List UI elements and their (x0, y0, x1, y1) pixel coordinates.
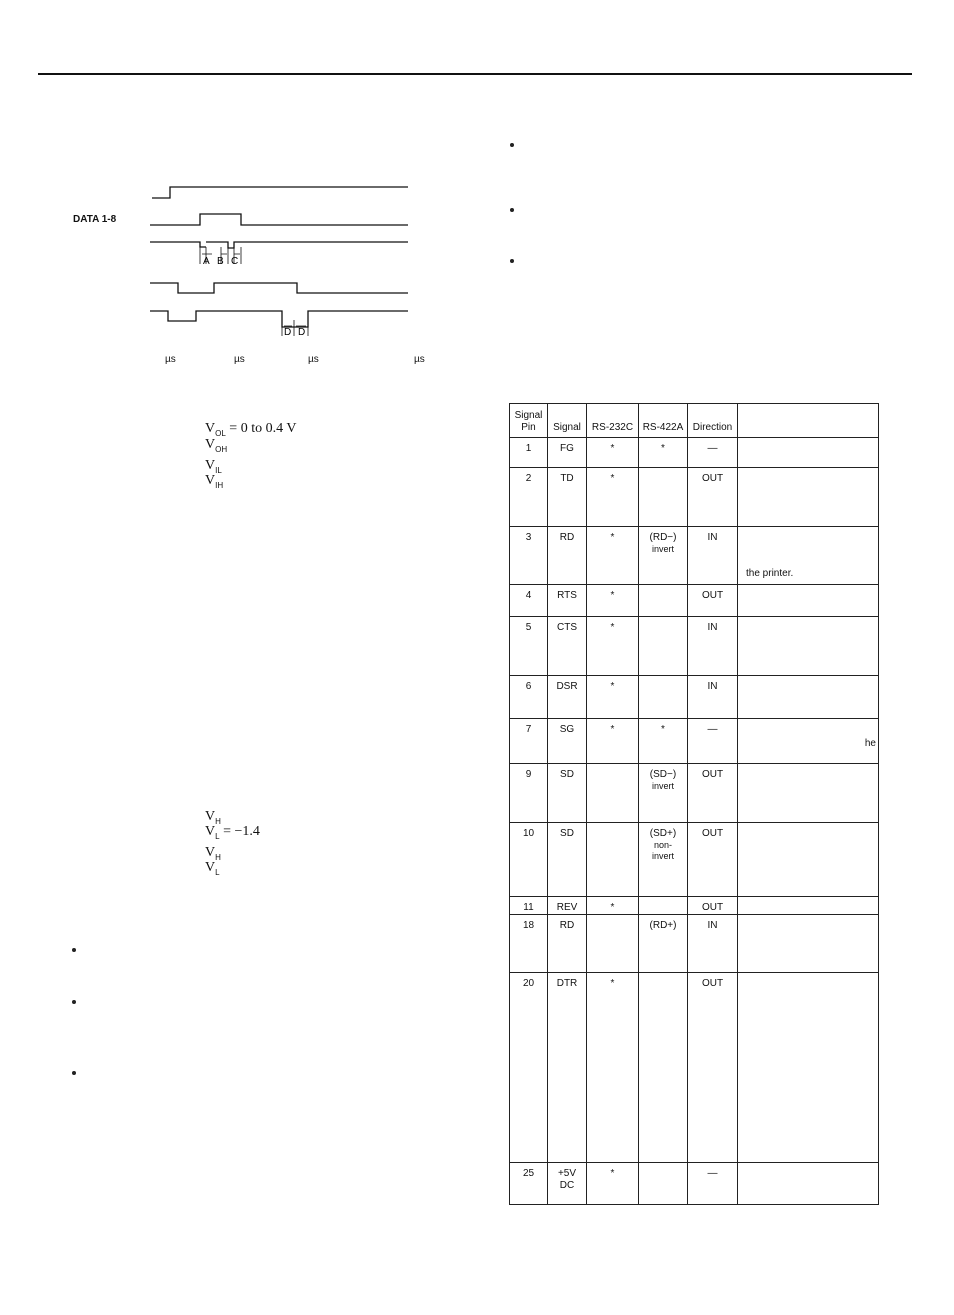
rs422a-value: (RD−) (649, 532, 677, 543)
rs422a-cell (639, 973, 688, 1163)
table-row (510, 585, 879, 617)
description-cell (738, 1163, 879, 1205)
voltage-vol: $V_{OL} = 0$ to 0.4 V (205, 421, 297, 438)
rs422a-cell (639, 438, 688, 468)
description-cell: he (738, 719, 879, 764)
rs232c-cell: * (587, 527, 639, 585)
direction-cell: OUT (688, 585, 738, 617)
signal-cell: SD (548, 823, 587, 897)
rs422a-value: (SD−) (649, 769, 677, 780)
direction-cell: — (688, 1163, 738, 1205)
rs422a-cell (639, 1163, 688, 1205)
rs232c-cell: * (587, 897, 639, 915)
table-row (510, 438, 879, 468)
direction-cell: — (688, 438, 738, 468)
direction-cell: — (688, 719, 738, 764)
rs232c-cell: * (587, 1163, 639, 1205)
description-cell (738, 897, 879, 915)
rs232c-cell: * (587, 676, 639, 719)
table-row (510, 1163, 879, 1205)
direction-cell: IN (688, 617, 738, 676)
pin-cell: 25 (510, 1163, 548, 1205)
pin-cell: 20 (510, 973, 548, 1163)
signal-cell: CTS (548, 617, 587, 676)
timing-data-lower (150, 242, 408, 247)
mark-c: C (231, 256, 239, 267)
rs232c-cell (587, 764, 639, 823)
rs422a-value: * (661, 724, 665, 735)
rs232c-cell: * (587, 617, 639, 676)
signal-pin-table (509, 403, 879, 1205)
pin-cell: 2 (510, 468, 548, 527)
pin-cell: 6 (510, 676, 548, 719)
rs422a-cell (639, 764, 688, 823)
rs422a-cell (639, 676, 688, 719)
timing-line-4 (150, 311, 408, 327)
direction-cell: OUT (688, 897, 738, 915)
rs422a-value: (RD+) (649, 920, 677, 931)
direction-cell: OUT (688, 468, 738, 527)
direction-cell: IN (688, 915, 738, 973)
pin-cell: 1 (510, 438, 548, 468)
header-direction: Direction (688, 404, 738, 438)
rs232c-cell: * (587, 973, 639, 1163)
header-rule (38, 73, 912, 75)
voltage-vh-2: $V_H$ (205, 845, 221, 862)
header-description (738, 404, 879, 438)
bullet-right-3 (510, 259, 514, 263)
description-cell (738, 585, 879, 617)
table-row (510, 527, 879, 585)
pin-cell: 18 (510, 915, 548, 973)
signal-cell: SD (548, 764, 587, 823)
pin-cell: 10 (510, 823, 548, 897)
description-cell (738, 915, 879, 973)
description-cell (738, 676, 879, 719)
header-signal: Signal (548, 404, 587, 438)
description-cell (738, 617, 879, 676)
rs422a-value: * (661, 443, 665, 454)
bullet-right-2 (510, 208, 514, 212)
signal-cell: DTR (548, 973, 587, 1163)
pin-cell: 7 (510, 719, 548, 764)
timing-line-3 (150, 283, 408, 293)
unit-us-4: µs (414, 354, 425, 365)
signal-cell: RD (548, 915, 587, 973)
rs232c-cell (587, 823, 639, 897)
table-row (510, 719, 879, 764)
unit-us-3: µs (308, 354, 319, 365)
header-rs232c: RS-232C (587, 404, 639, 438)
bullet-left-1 (72, 948, 76, 952)
voltage-voh: $V_{OH}$ (205, 437, 228, 454)
pin-cell: 4 (510, 585, 548, 617)
description-cell (738, 764, 879, 823)
direction-cell: OUT (688, 973, 738, 1163)
rs422a-cell (639, 719, 688, 764)
signal-cell: SG (548, 719, 587, 764)
rs422a-polarity: non- invert (651, 840, 674, 861)
description-cell (738, 973, 879, 1163)
rs232c-cell: * (587, 585, 639, 617)
mark-a: A (203, 256, 210, 267)
description-cell (738, 823, 879, 897)
signal-cell: DSR (548, 676, 587, 719)
rs422a-value: (SD+) (649, 828, 677, 839)
signal-cell: TD (548, 468, 587, 527)
bullet-right-1 (510, 143, 514, 147)
rs422a-polarity: invert (651, 781, 674, 791)
direction-cell: OUT (688, 823, 738, 897)
table-row (510, 676, 879, 719)
unit-us-2: µs (234, 354, 245, 365)
unit-us-1: µs (165, 354, 176, 365)
mark-d-1: D (284, 327, 292, 338)
direction-cell: IN (688, 527, 738, 585)
rs232c-cell: * (587, 468, 639, 527)
table-row (510, 617, 879, 676)
description-cell: the printer. (738, 527, 879, 585)
signal-cell: REV (548, 897, 587, 915)
timing-data-upper (150, 214, 408, 225)
timing-diagram (140, 180, 420, 340)
table-row (510, 915, 879, 973)
voltage-vil: $V_{IL}$ (205, 458, 222, 475)
bullet-left-2 (72, 1000, 76, 1004)
pin-cell: 11 (510, 897, 548, 915)
direction-cell: OUT (688, 764, 738, 823)
table-row (510, 764, 879, 823)
rs422a-cell (639, 527, 688, 585)
table-row (510, 973, 879, 1163)
rs422a-cell (639, 617, 688, 676)
rs422a-cell (639, 823, 688, 897)
pin-cell: 3 (510, 527, 548, 585)
bullet-left-3 (72, 1071, 76, 1075)
timing-line-1 (152, 187, 408, 198)
rs422a-cell (639, 897, 688, 915)
voltage-vh-1: $V_H$ (205, 809, 221, 826)
rs232c-cell: * (587, 719, 639, 764)
rs232c-cell: * (587, 438, 639, 468)
rs422a-cell (639, 915, 688, 973)
rs232c-cell (587, 915, 639, 973)
voltage-vl-1: $V_L = -1.4$ (205, 824, 260, 841)
rs422a-cell (639, 468, 688, 527)
rs422a-cell (639, 585, 688, 617)
pin-cell: 9 (510, 764, 548, 823)
direction-cell: IN (688, 676, 738, 719)
description-cell (738, 468, 879, 527)
signal-cell: +5V DC (548, 1163, 587, 1205)
signal-cell: RTS (548, 585, 587, 617)
voltage-vih: $V_{IH}$ (205, 473, 224, 490)
description-cell (738, 438, 879, 468)
voltage-vl-2: $V_L$ (205, 860, 220, 877)
rs422a-polarity: invert (651, 544, 674, 554)
signal-cell: RD (548, 527, 587, 585)
header-rs422a: RS-422A (639, 404, 688, 438)
pin-cell: 5 (510, 617, 548, 676)
mark-d-2: D (298, 327, 306, 338)
mark-b: B (217, 256, 224, 267)
table-row (510, 468, 879, 527)
header-pin: Signal Pin (510, 404, 548, 438)
signal-cell: FG (548, 438, 587, 468)
data-signal-label: DATA 1-8 (73, 214, 117, 225)
table-row (510, 897, 879, 915)
table-row (510, 823, 879, 897)
